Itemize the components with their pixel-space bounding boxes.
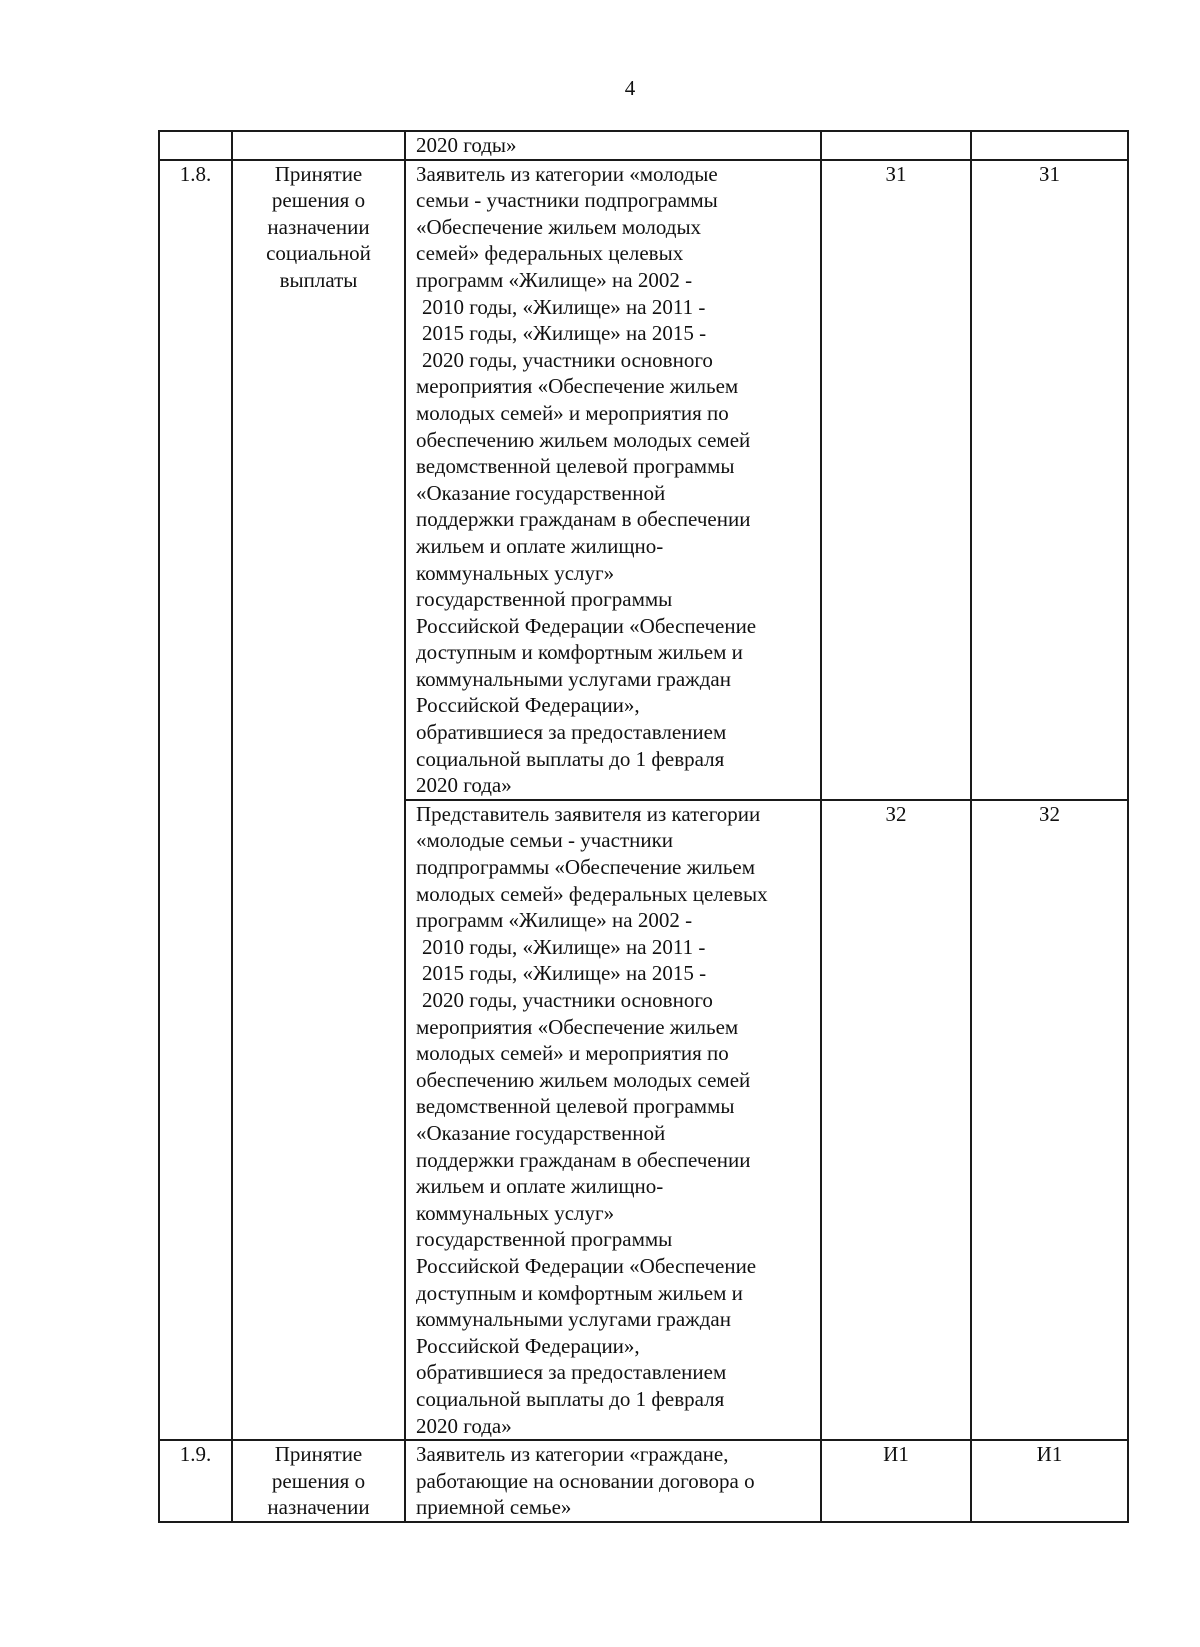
applicant-line: доступным и комфортным жильем и	[416, 640, 743, 665]
applicant-line: жильем и оплате жилищно-	[416, 533, 664, 558]
applicant-line: программ «Жилище» на 2002 -	[416, 267, 693, 292]
applicant-line: «Обеспечение жильем молодых	[416, 214, 702, 239]
applicant-line: Заявитель из категории «граждане,	[416, 1442, 729, 1467]
applicant-line: Российской Федерации»,	[416, 693, 640, 718]
continuation-text: 2020 годы»	[405, 131, 821, 160]
action-line: социальной	[266, 241, 371, 266]
applicant-line: обеспечению жильем молодых семей	[416, 427, 751, 452]
code-cell: И1	[971, 1440, 1128, 1522]
applicant-line: 2020 года»	[416, 773, 512, 798]
applicant-line: 2010 годы, «Жилище» на 2011 -	[422, 934, 706, 959]
code-cell: З2	[821, 800, 971, 1440]
applicant-line: коммунальными услугами граждан	[416, 1307, 731, 1332]
applicant-line: поддержки гражданам в обеспечении	[416, 507, 751, 532]
page-number: 4	[624, 76, 636, 100]
applicant-line: коммунальных услуг»	[416, 560, 615, 585]
applicant-line: работающие на основании договора о	[416, 1468, 755, 1493]
applicant-line: Российской Федерации «Обеспечение	[416, 613, 757, 638]
empty-cell	[821, 131, 971, 160]
applicant-line: приемной семье»	[416, 1495, 572, 1520]
applicant-line: доступным и комфортным жильем и	[416, 1280, 743, 1305]
applicant-line: Российской Федерации «Обеспечение	[416, 1253, 757, 1278]
action-line: выплаты	[279, 267, 358, 292]
applicant-line: 2020 годы, участники основного	[422, 988, 713, 1012]
applicant-line: «Оказание государственной	[416, 1120, 666, 1145]
applicant-line: молодых семей» и мероприятия по	[416, 400, 729, 425]
applicant-line: «Оказание государственной	[416, 480, 666, 505]
applicant-line: поддержки гражданам в обеспечении	[416, 1147, 751, 1172]
code-cell: З1	[821, 160, 971, 800]
applicant-line: обратившиеся за предоставлением	[416, 720, 727, 745]
action-line: Принятие	[274, 161, 363, 186]
applicant-line: обратившиеся за предоставлением	[416, 1360, 727, 1385]
applicant-line: коммунальными услугами граждан	[416, 666, 731, 691]
applicant-line: программ «Жилище» на 2002 -	[416, 908, 693, 933]
applicant-line: 2015 годы, «Жилище» на 2015 -	[422, 321, 707, 346]
applicant-line: социальной выплаты до 1 февраля	[416, 746, 725, 771]
applicant-line: ведомственной целевой программы	[416, 454, 735, 479]
action-line: назначении	[267, 1495, 370, 1520]
table-row-continuation	[159, 131, 1128, 160]
applicant-line: социальной выплаты до 1 февраля	[416, 1386, 725, 1411]
applicant-cell	[405, 160, 821, 800]
applicant-line: мероприятия «Обеспечение жильем	[416, 374, 739, 399]
empty-cell	[971, 131, 1128, 160]
applicant-line: 2020 года»	[416, 1413, 512, 1438]
services-table	[158, 130, 1129, 1523]
applicant-cell	[405, 800, 821, 1440]
applicant-line: государственной программы	[416, 1227, 673, 1252]
applicant-line: 2010 годы, «Жилище» на 2011 -	[422, 294, 706, 319]
action-cell	[232, 160, 405, 1441]
action-line: назначении	[267, 214, 370, 239]
applicant-line: 2020 годы, участники основного	[422, 347, 713, 372]
applicant-line: молодых семей» федеральных целевых	[416, 881, 768, 906]
action-line: Принятие	[274, 1442, 363, 1467]
code-cell: З2	[971, 800, 1128, 1440]
applicant-line: подпрограммы «Обеспечение жильем	[416, 855, 756, 880]
applicant-line: «молодые семьи - участники	[416, 828, 674, 853]
applicant-line: Заявитель из категории «молодые	[416, 161, 718, 186]
code-cell: И1	[821, 1440, 971, 1522]
applicant-line: Представитель заявителя из категории	[416, 801, 761, 826]
applicant-line: 2015 годы, «Жилище» на 2015 -	[422, 961, 707, 986]
applicant-line: жильем и оплате жилищно-	[416, 1174, 664, 1199]
action-cell	[232, 1440, 405, 1522]
applicant-line: Российской Федерации»,	[416, 1333, 640, 1358]
applicant-line: мероприятия «Обеспечение жильем	[416, 1014, 739, 1039]
applicant-line: семей» федеральных целевых	[416, 241, 684, 266]
code-cell: З1	[971, 160, 1128, 800]
action-line: решения о	[271, 1468, 366, 1493]
empty-cell	[232, 131, 405, 160]
applicant-line: семьи - участники подпрограммы	[416, 188, 718, 213]
applicant-cell	[405, 1440, 821, 1522]
applicant-line: государственной программы	[416, 587, 673, 612]
action-line: решения о	[271, 188, 366, 213]
empty-cell	[159, 131, 232, 160]
table-row-1-9	[159, 1440, 1128, 1522]
table-row-1-8-applicant	[159, 160, 1128, 800]
applicant-line: молодых семей» и мероприятия по	[416, 1041, 729, 1066]
applicant-line: коммунальных услуг»	[416, 1200, 615, 1225]
applicant-line: обеспечению жильем молодых семей	[416, 1067, 751, 1092]
row-number: 1.9.	[159, 1440, 232, 1522]
row-number: 1.8.	[159, 160, 232, 1441]
applicant-line: ведомственной целевой программы	[416, 1094, 735, 1119]
